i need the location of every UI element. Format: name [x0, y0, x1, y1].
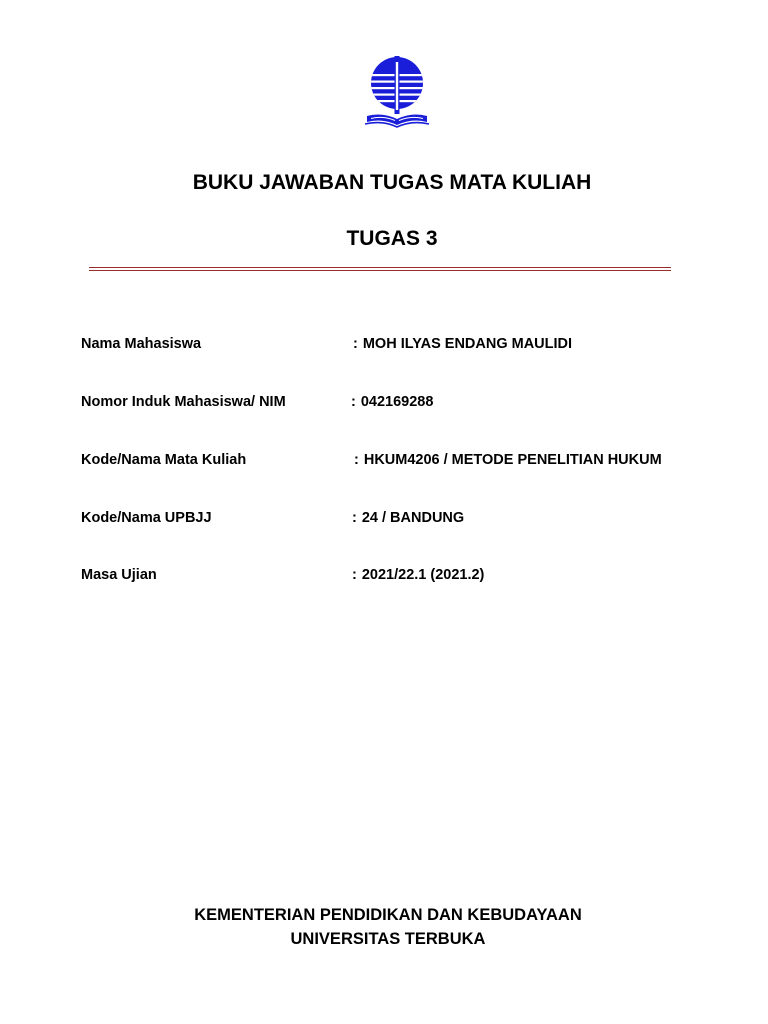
field-colon: :: [351, 394, 356, 410]
divider-bottom: [89, 270, 671, 271]
universitas-terbuka-logo-icon: [362, 56, 432, 130]
field-label: Masa Ujian: [81, 567, 157, 583]
field-label: Nomor Induk Mahasiswa/ NIM: [81, 394, 286, 410]
field-value-text: 24 / BANDUNG: [361, 510, 465, 526]
field-row-upbjj: [0, 510, 768, 532]
field-row-mata-kuliah: [0, 452, 768, 474]
field-row-nim: [0, 394, 768, 416]
footer-ministry: KEMENTERIAN PENDIDIKAN DAN KEBUDAYAAN: [194, 906, 582, 924]
page-subtitle: TUGAS 3: [346, 227, 438, 250]
field-value: [352, 510, 464, 526]
field-colon: :: [353, 336, 358, 352]
field-colon: :: [354, 452, 359, 468]
field-colon: :: [352, 567, 357, 583]
field-value: [353, 336, 572, 352]
field-value: [354, 452, 662, 468]
field-value: [351, 394, 433, 410]
footer-university: UNIVERSITAS TERBUKA: [290, 930, 486, 948]
field-value-text: MOH ILYAS ENDANG MAULIDI: [362, 336, 573, 352]
page-title: BUKU JAWABAN TUGAS MATA KULIAH: [192, 171, 592, 194]
field-label: Nama Mahasiswa: [81, 336, 202, 352]
field-value-text: 2021/22.1 (2021.2): [361, 567, 485, 583]
field-row-nama: [0, 336, 768, 358]
field-value: [352, 567, 484, 583]
field-label: Kode/Nama Mata Kuliah: [81, 452, 247, 468]
field-value-text: 042169288: [360, 394, 434, 410]
divider-top: [89, 267, 671, 268]
field-colon: :: [352, 510, 357, 526]
field-row-masa-ujian: [0, 567, 768, 589]
field-label: Kode/Nama UPBJJ: [81, 510, 212, 526]
field-value-text: HKUM4206 / METODE PENELITIAN HUKUM: [363, 452, 662, 468]
